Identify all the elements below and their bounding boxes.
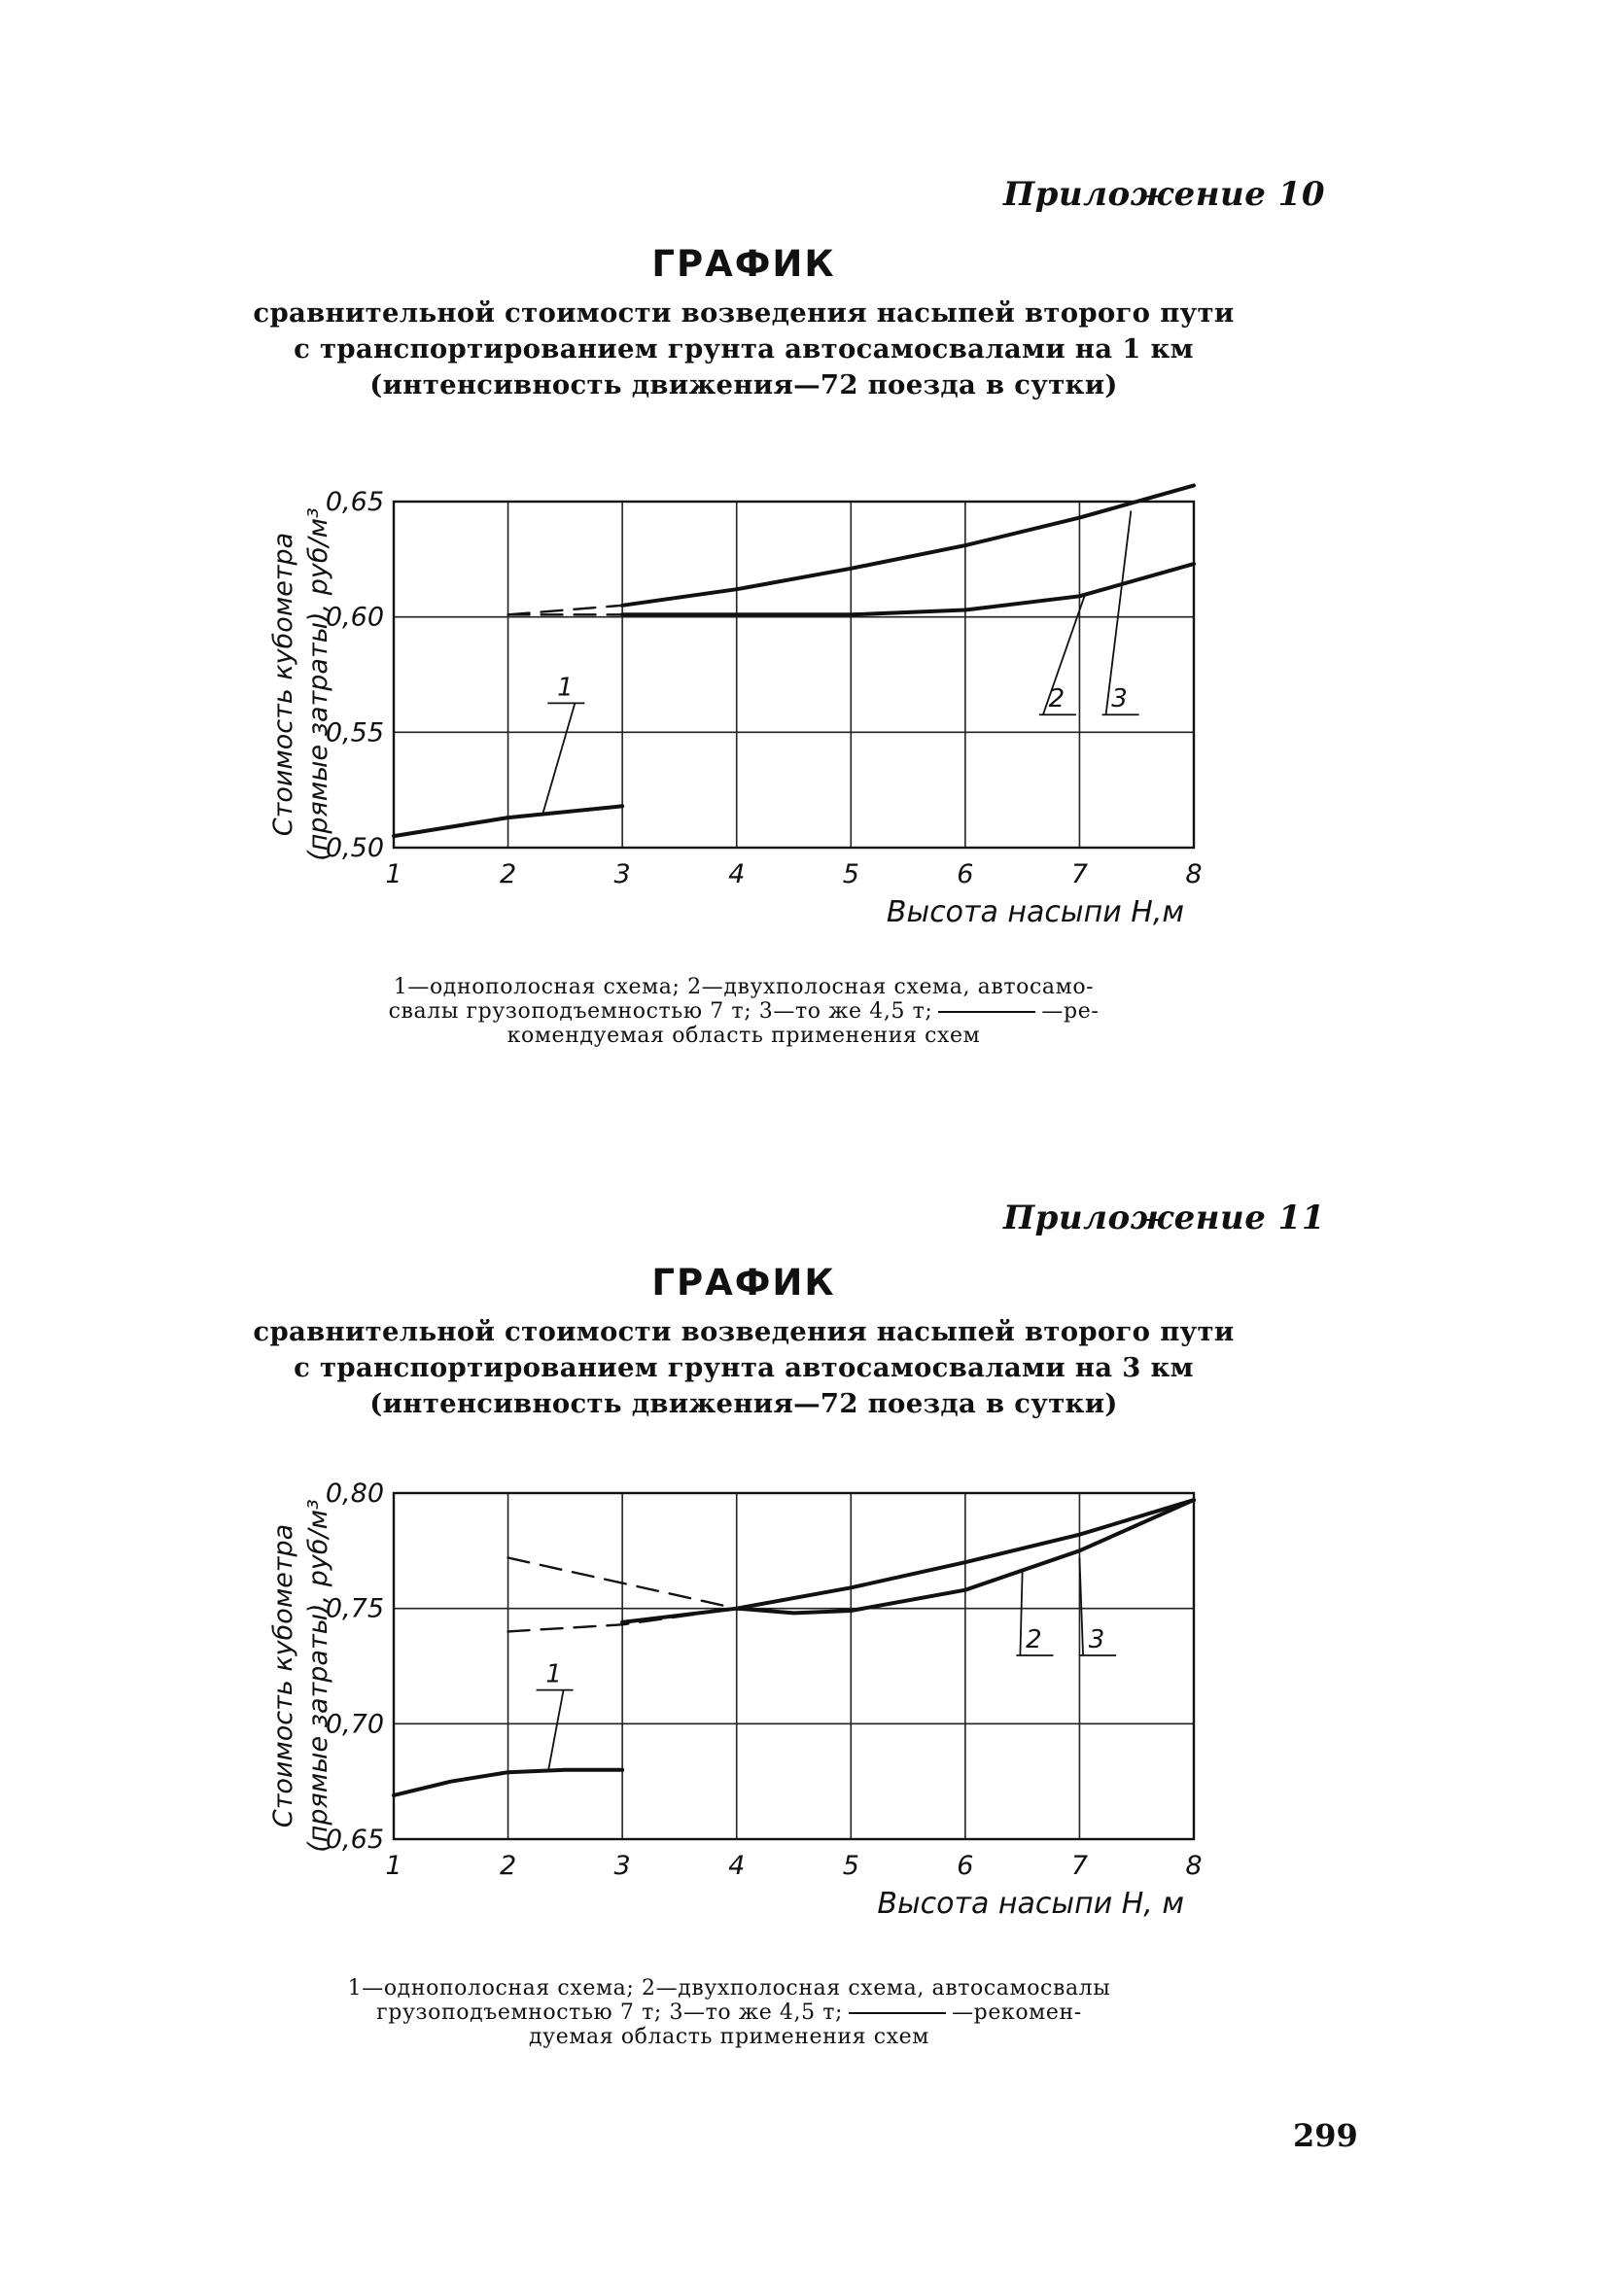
appendix-10-caption-line-2-end: —ре- [1041,999,1100,1024]
appendix-11-subtitle [0,1314,1487,1422]
chart0-series-2-solid-line [622,564,1194,614]
chart1-plot-frame [394,1493,1194,1839]
chart0-x-tick-label: 4 [728,859,746,889]
appendix-11-heading: ГРАФИК [651,1262,836,1304]
chart1-x-tick-label: 7 [1070,1851,1089,1881]
chart-appendix-11 [0,1458,1264,1925]
chart0-x-tick-label: 6 [957,859,974,889]
chart0-y-tick-label: 0,65 [325,487,384,517]
chart1-x-tick-label: 2 [499,1851,517,1881]
chart1-y-tick-label: 0,70 [325,1709,384,1740]
chart-appendix-10-svg [0,467,1264,933]
chart0-annotation-label-3: 3 [1111,684,1128,714]
chart0-y-axis-label-line-1: Стоимость кубометра [268,532,298,837]
chart1-annotation-label-3: 3 [1088,1625,1105,1655]
appendix-10-caption [282,975,1205,1048]
appendix-10-heading: ГРАФИК [651,243,836,285]
chart1-x-tick-label: 5 [842,1851,859,1881]
chart1-y-axis-label-line-2: (прямые затраты), руб/м³ [303,1499,333,1853]
appendix-11-caption-line-2-text: грузоподъемностью 7 т; 3—то же 4,5 т; [376,2000,844,2025]
chart1-series-2-solid-line [622,1500,1194,1622]
chart1-x-tick-label: 4 [728,1851,746,1881]
appendix-10-caption-line-2-text: свалы грузоподъемностью 7 т; 3—то же 4,5 т; [388,999,933,1024]
chart1-x-axis-label: Высота насыпи Н, м [877,1887,1184,1921]
chart1-x-tick-label: 1 [385,1851,402,1881]
appendix-10-caption-line-1: 1—однополосная схема; 2—двухполосная схема, автосамо- [393,975,1095,999]
chart0-y-tick-label: 0,55 [325,717,384,748]
chart0-annotation-leader-1 [542,703,576,815]
chart1-annotation-leader-1 [548,1690,564,1773]
chart0-annotation-label-1: 1 [557,673,574,703]
appendix-11-subtitle-line-2: с транспортированием грунта автосамосвалами на 3 км [294,1352,1194,1383]
appendix-10-subtitle [0,296,1487,403]
page-number: 299 [1293,2117,1358,2154]
chart1-annotation-label-1: 1 [545,1659,562,1689]
appendix-11-subtitle-line-3: (интенсивность движения—72 поезда в сутки) [369,1388,1118,1419]
chart0-y-tick-label: 0,60 [325,602,384,633]
legend-solid-line-sample [938,1011,1035,1013]
legend-solid-line-sample [849,2012,946,2014]
appendix-10-label: Приложение 10 [1003,175,1325,214]
chart1-annotation-label-2: 2 [1026,1625,1042,1655]
chart0-x-axis-label: Высота насыпи Н,м [886,895,1184,929]
chart-appendix-10 [0,467,1264,933]
chart1-y-tick-label: 0,65 [325,1825,384,1855]
appendix-10-subtitle-line-2: с транспортированием грунта автосамосвалами на 1 км [294,333,1194,365]
chart0-plot-frame [394,502,1194,848]
chart0-x-tick-label: 1 [385,859,402,889]
chart-appendix-11-svg [0,1458,1264,1925]
appendix-10-caption-line-3: комендуемая область применения схем [507,1024,981,1048]
appendix-11-caption-line-3: дуемая область применения схем [529,2025,929,2049]
chart0-x-tick-label: 7 [1070,859,1089,889]
chart0-y-tick-label: 0,50 [325,833,384,863]
chart0-y-axis-label-line-2: (прямые затраты), руб/м³ [303,507,333,861]
appendix-11-caption-line-2 [243,2000,1215,2025]
chart0-x-tick-label: 3 [613,859,631,889]
chart1-y-tick-label: 0,75 [325,1593,384,1624]
chart0-x-tick-label: 2 [499,859,517,889]
appendix-11-caption [243,1976,1215,2049]
appendix-10-caption-line-2 [282,999,1205,1024]
appendix-10-subtitle-line-3: (интенсивность движения—72 поезда в сутки) [369,369,1118,400]
chart1-annotation-leader-2 [1020,1572,1022,1655]
appendix-11-caption-line-2-end: —рекомен- [952,2000,1082,2025]
chart1-y-tick-label: 0,80 [325,1478,384,1509]
chart0-x-tick-label: 8 [1185,859,1203,889]
chart1-x-tick-label: 3 [613,1851,631,1881]
chart0-annotation-label-2: 2 [1048,684,1066,714]
appendix-11-label: Приложение 11 [1003,1199,1325,1237]
chart0-series-3-dashed-line [508,606,623,615]
chart1-x-tick-label: 6 [957,1851,974,1881]
appendix-10-subtitle-line-1: сравнительной стоимости возведения насыпей второго пути [253,297,1235,329]
appendix-11-caption-line-1: 1—однополосная схема; 2—двухполосная схема, автосамосвалы [347,1976,1111,2000]
chart1-y-axis-label-line-1: Стоимость кубометра [268,1523,298,1828]
chart0-x-tick-label: 5 [842,859,859,889]
chart1-x-tick-label: 8 [1185,1851,1203,1881]
appendix-11-subtitle-line-1: сравнительной стоимости возведения насыпей второго пути [253,1316,1235,1347]
